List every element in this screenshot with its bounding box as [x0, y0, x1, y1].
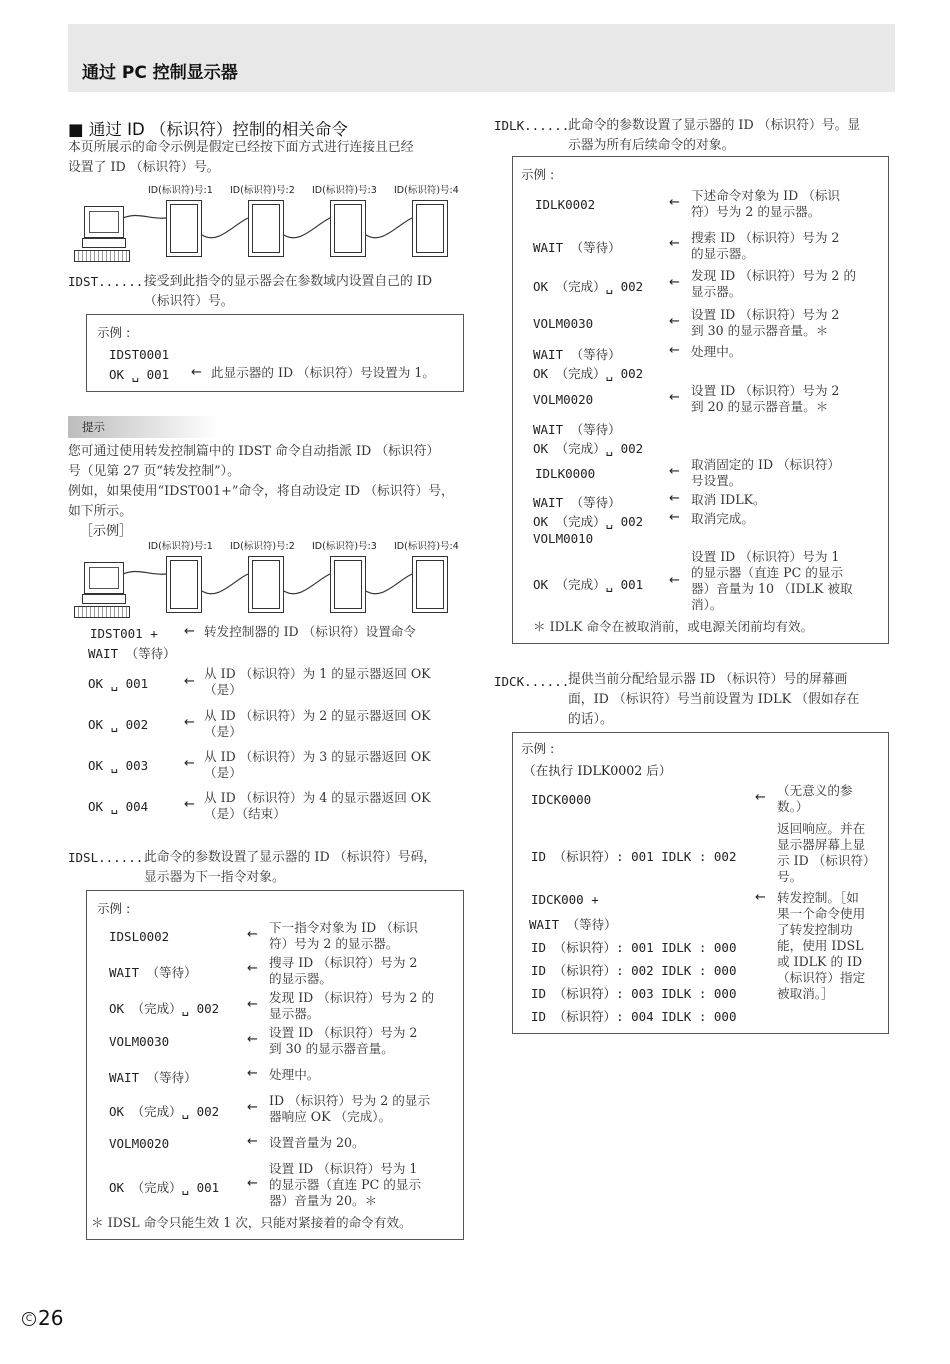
cmd-line: IDSL0002 — [109, 929, 170, 944]
desc-line: （标识符）号。 — [144, 294, 234, 309]
cmd-line: WAIT （等待） — [533, 495, 621, 510]
cmd-line: OK （完成）␣ 002 — [109, 1104, 220, 1119]
hint-label: 提示 — [82, 420, 105, 434]
cmd-line: ID （标识符）: 001 IDLK : 000 — [531, 940, 737, 955]
desc-line: （是） — [204, 765, 242, 780]
desc-line: 从 ID （标识符）为 3 的显示器返回 OK — [204, 749, 431, 764]
arrow-icon: ← — [184, 797, 195, 812]
idlk-lead: IDLK...... — [494, 118, 570, 133]
pc-base-icon — [82, 594, 126, 604]
cmd-line: WAIT （等待） — [88, 646, 176, 661]
desc-line: （标识符）指定 — [777, 970, 866, 985]
example-label: 示例 : — [97, 901, 131, 916]
desc-line: 的显示器（直连 PC 的显示 — [269, 1177, 422, 1192]
desc-line: 符）号为 2 的显示器。 — [269, 936, 399, 951]
intro-line: 本页所展示的命令示例是假定已经按下面方式进行连接且已经 — [68, 140, 414, 155]
cmd-line: OK （完成）␣ 002 — [533, 366, 644, 381]
desc-line: 符）号为 2 的显示器。 — [691, 204, 821, 219]
desc-line: 设置 ID （标识符）号为 2 — [691, 383, 840, 398]
desc-line: 到 30 的显示器音量。＊ — [691, 323, 829, 338]
display-monitor-icon — [166, 200, 202, 257]
arrow-icon: ← — [247, 1100, 258, 1115]
cmd-line: WAIT （等待） — [109, 1070, 197, 1085]
desc-line: 到 20 的显示器音量。＊ — [691, 399, 829, 414]
cmd-desc — [777, 890, 865, 1002]
desc-line: 消）。 — [691, 597, 723, 612]
arrow-icon: ← — [669, 491, 680, 506]
arrow-icon: ← — [191, 365, 202, 380]
cmd-desc — [269, 920, 418, 952]
cmd-desc — [777, 821, 876, 885]
cmd-line: ID （标识符）: 003 IDLK : 000 — [531, 986, 737, 1001]
desc-line: 被取消。］ — [777, 986, 834, 1001]
desc-line: 此命令的参数设置了显示器的 ID （标识符）号。显 — [568, 118, 861, 133]
desc-line: 示 ID （标识符） — [777, 853, 876, 868]
cmd-line: OK （完成）␣ 001 — [109, 1180, 220, 1195]
desc-line: （是） — [204, 724, 242, 739]
cmd-line: OK （完成）␣ 002 — [533, 441, 644, 456]
example-label: 示例 : — [521, 741, 555, 756]
cmd-desc — [204, 666, 431, 698]
cmd-line: OK （完成）␣ 001 — [533, 577, 644, 592]
hint-line: 如下所示。 — [68, 504, 132, 519]
cmd-line: OK ␣ 002 — [88, 717, 149, 732]
cmd-desc: 转发控制器的 ID （标识符）设置命令 — [204, 624, 416, 639]
diagram-label: ID(标识符)号:3 — [312, 541, 377, 552]
display-monitor-icon — [330, 556, 366, 613]
cmd-desc — [691, 230, 839, 262]
pc-base-icon — [82, 238, 126, 248]
arrow-icon: ← — [669, 343, 680, 358]
cmd-desc — [691, 457, 840, 489]
desc-line: 取消固定的 ID （标识符） — [691, 457, 841, 472]
desc-line: 或 IDLK 的 ID — [777, 954, 863, 969]
cmd-line: OK （完成）␣ 002 — [109, 1001, 220, 1016]
diagram-label: ID(标识符)号:1 — [148, 541, 213, 552]
arrow-icon: ← — [669, 275, 680, 290]
cmd-line: IDCK000 + — [531, 892, 599, 907]
idlk-desc — [568, 116, 860, 156]
desc-line: 设置 ID （标识符）号为 1 — [269, 1161, 418, 1176]
cmd-line: WAIT （等待） — [109, 965, 197, 980]
desc-line: 从 ID （标识符）为 4 的显示器返回 OK — [204, 790, 431, 805]
intro-line: 设置了 ID （标识符）号。 — [68, 160, 220, 175]
example-context: （在执行 IDLK0002 后） — [523, 763, 672, 778]
arrow-icon: ← — [247, 1066, 258, 1081]
diagram-label: ID(标识符)号:1 — [148, 185, 213, 196]
desc-line: 接受到此指令的显示器会在参数域内设置自己的 ID — [144, 274, 433, 289]
connection-diagram — [68, 536, 468, 618]
desc-line: 返回响应。并在 — [777, 821, 866, 836]
desc-line: （无意义的参 — [777, 783, 853, 798]
cmd-desc: 设置音量为 20。 — [269, 1135, 365, 1150]
cmd-line: VOLM0030 — [533, 316, 594, 331]
arrow-icon: ← — [184, 624, 195, 639]
desc-line: 设置 ID （标识符）号为 2 — [269, 1025, 418, 1040]
cmd-desc — [269, 1093, 430, 1125]
arrow-icon: ← — [669, 573, 680, 588]
idck-desc — [568, 670, 859, 730]
desc-line: 下述命令对象为 ID （标识 — [691, 188, 841, 203]
cmd-desc: 取消完成。 — [691, 511, 754, 526]
cmd-desc: 处理中。 — [691, 344, 742, 359]
cmd-desc — [691, 383, 839, 415]
desc-line: 能，使用 IDSL — [777, 938, 864, 953]
desc-line: 数。） — [777, 799, 809, 814]
cmd-desc — [269, 955, 417, 987]
arrow-icon: ← — [184, 756, 195, 771]
idsl-desc — [144, 848, 436, 888]
cmd-desc — [204, 708, 431, 740]
display-monitor-icon — [330, 200, 366, 257]
keyboard-icon — [74, 250, 130, 262]
arrow-icon: ← — [247, 1032, 258, 1047]
diagram-label: ID(标识符)号:2 — [230, 541, 295, 552]
cmd-desc — [777, 783, 853, 815]
desc-line: 发现 ID （标识符）号为 2 的 — [269, 990, 435, 1005]
display-monitor-icon — [166, 556, 202, 613]
idst-lead: IDST...... — [68, 274, 144, 289]
cmd-line: VOLM0030 — [109, 1034, 170, 1049]
cmd-line: OK ␣ 001 — [109, 367, 170, 382]
desc-line: 提供当前分配给显示器 ID （标识符）号的屏幕画 — [568, 672, 848, 687]
cmd-line: OK ␣ 004 — [88, 799, 149, 814]
pc-monitor-icon — [84, 206, 124, 238]
desc-line: 器响应 OK （完成）。 — [269, 1109, 392, 1124]
cmd-line: OK （完成）␣ 002 — [533, 279, 644, 294]
cmd-line: IDLK0002 — [535, 197, 596, 212]
display-monitor-icon — [248, 556, 284, 613]
desc-line: 搜索 ID （标识符）号为 2 — [691, 230, 840, 245]
desc-line: 发现 ID （标识符）号为 2 的 — [691, 268, 857, 283]
cmd-line: OK ␣ 001 — [88, 676, 149, 691]
idsl-lead: IDSL...... — [68, 850, 144, 865]
desc-line: 的话）。 — [568, 712, 613, 727]
arrow-icon: ← — [669, 195, 680, 210]
desc-line: （是）（结束） — [204, 806, 286, 821]
cmd-line: WAIT （等待） — [533, 240, 621, 255]
display-monitor-icon — [248, 200, 284, 257]
idsl-example-box — [86, 890, 464, 1240]
idck-lead: IDCK...... — [494, 674, 570, 689]
desc-line: 的显示器。 — [269, 971, 332, 986]
cmd-line: IDLK0000 — [535, 466, 596, 481]
desc-line: 示器为所有后续命令的对象。 — [568, 138, 735, 153]
arrow-icon: ← — [755, 890, 766, 905]
cmd-line: OK （完成）␣ 002 — [533, 514, 644, 529]
desc-line: 显示器屏幕上显 — [777, 837, 866, 852]
cmd-desc: 取消 IDLK。 — [691, 492, 766, 507]
cmd-desc — [269, 1161, 421, 1209]
idlk-note: ＊ IDLK 命令在被取消前，或电源关闭前均有效。 — [533, 619, 814, 634]
cmd-line: IDCK0000 — [531, 792, 592, 807]
desc-line: 显示器为下一指令对象。 — [144, 870, 285, 885]
arrow-icon: ← — [669, 390, 680, 405]
arrow-icon: ← — [247, 1134, 258, 1149]
hint-line: 号（见第 27 页“转发控制”）。 — [68, 464, 240, 479]
desc-line: 号设置。 — [691, 473, 742, 488]
connection-diagram — [68, 180, 468, 262]
idlk-example-box — [512, 156, 889, 644]
cmd-line: WAIT （等待） — [533, 347, 621, 362]
cmd-desc — [269, 1025, 417, 1057]
arrow-icon: ← — [755, 790, 766, 805]
hint-line: 例如，如果使用“IDST001+”命令，将自动设定 ID （标识符）号， — [68, 484, 454, 499]
desc-line: 转发控制。［如 — [777, 890, 859, 905]
arrow-icon: ← — [669, 510, 680, 525]
cmd-line: IDST0001 — [109, 347, 170, 362]
desc-line: 显示器。 — [269, 1006, 320, 1021]
hint-line: 您可通过使用转发控制篇中的 IDST 命令自动指派 ID （标识符） — [68, 444, 440, 459]
desc-line: 面，ID （标识符）号当前设置为 IDLK （假如存在 — [568, 692, 860, 707]
example-label: 示例 : — [97, 325, 131, 340]
desc-line: 的显示器（直连 PC 的显示 — [691, 565, 844, 580]
cmd-desc — [691, 188, 840, 220]
display-monitor-icon — [412, 200, 448, 257]
desc-line: 号。 — [777, 869, 803, 884]
arrow-icon: ← — [184, 715, 195, 730]
cmd-line: ID （标识符）: 002 IDLK : 000 — [531, 963, 737, 978]
copyright-circle-icon: C — [22, 1312, 36, 1326]
desc-line: 器）音量为 20。＊ — [269, 1193, 378, 1208]
idst-desc — [144, 272, 432, 312]
arrow-icon: ← — [184, 674, 195, 689]
diagram-label: ID(标识符)号:3 — [312, 185, 377, 196]
cmd-line: VOLM0020 — [109, 1136, 170, 1151]
page-title: 通过 PC 控制显示器 — [82, 63, 238, 83]
idst-example-box — [86, 314, 464, 392]
diagram-label: ID(标识符)号:4 — [394, 541, 459, 552]
cmd-line: WAIT （等待） — [529, 917, 617, 932]
desc-line: 从 ID （标识符）为 1 的显示器返回 OK — [204, 666, 431, 681]
diagram-label: ID(标识符)号:2 — [230, 185, 295, 196]
cmd-desc — [204, 749, 431, 781]
cmd-desc — [691, 307, 839, 339]
desc-line: ID （标识符）号为 2 的显示 — [269, 1093, 431, 1108]
cmd-line: WAIT （等待） — [533, 422, 621, 437]
desc-line: 设置 ID （标识符）号为 2 — [691, 307, 840, 322]
diagram-label: ID(标识符)号:4 — [394, 185, 459, 196]
example-label: ［示例］ — [80, 524, 133, 539]
page-number: 26 — [38, 1306, 64, 1330]
section-title: ■ 通过 ID （标识符）控制的相关命令 — [68, 120, 348, 139]
cmd-desc — [269, 990, 434, 1022]
cmd-desc: 处理中。 — [269, 1067, 320, 1082]
cmd-line: OK ␣ 003 — [88, 758, 149, 773]
idck-example-box — [512, 732, 889, 1034]
cmd-line: ID （标识符）: 001 IDLK : 002 — [531, 849, 737, 864]
example-label: 示例 : — [521, 167, 555, 182]
desc-line: 到 30 的显示器音量。 — [269, 1041, 394, 1056]
cmd-line: VOLM0010 — [533, 531, 594, 546]
arrow-icon: ← — [669, 236, 680, 251]
cmd-desc — [204, 790, 431, 822]
cmd-desc — [691, 268, 856, 300]
arrow-icon: ← — [669, 464, 680, 479]
keyboard-icon — [74, 606, 130, 618]
cmd-desc: 此显示器的 ID （标识符）号设置为 1。 — [211, 365, 436, 380]
hint-command-list — [88, 624, 468, 824]
display-monitor-icon — [412, 556, 448, 613]
desc-line: 设置 ID （标识符）号为 1 — [691, 549, 840, 564]
desc-line: 果一个命令使用 — [777, 906, 866, 921]
arrow-icon: ← — [247, 997, 258, 1012]
cmd-line: ID （标识符）: 004 IDLK : 000 — [531, 1009, 737, 1024]
cmd-line: IDST001 + — [90, 626, 158, 641]
desc-line: （是） — [204, 682, 242, 697]
desc-line: 显示器。 — [691, 284, 742, 299]
arrow-icon: ← — [247, 961, 258, 976]
cmd-desc — [691, 549, 853, 613]
arrow-icon: ← — [669, 314, 680, 329]
cmd-line: VOLM0020 — [533, 392, 594, 407]
desc-line: 器）音量为 10 （IDLK 被取 — [691, 581, 853, 596]
arrow-icon: ← — [247, 927, 258, 942]
desc-line: 从 ID （标识符）为 2 的显示器返回 OK — [204, 708, 431, 723]
desc-line: 搜寻 ID （标识符）号为 2 — [269, 955, 418, 970]
hint-text — [68, 442, 454, 522]
desc-line: 下一指令对象为 ID （标识 — [269, 920, 419, 935]
idsl-note: ＊ IDSL 命令只能生效 1 次，只能对紧接着的命令有效。 — [91, 1215, 412, 1230]
section-intro — [68, 138, 414, 178]
pc-monitor-icon — [84, 562, 124, 594]
arrow-icon: ← — [247, 1176, 258, 1191]
desc-line: 的显示器。 — [691, 246, 754, 261]
desc-line: 此命令的参数设置了显示器的 ID （标识符）号码， — [144, 850, 437, 865]
desc-line: 了转发控制功 — [777, 922, 853, 937]
